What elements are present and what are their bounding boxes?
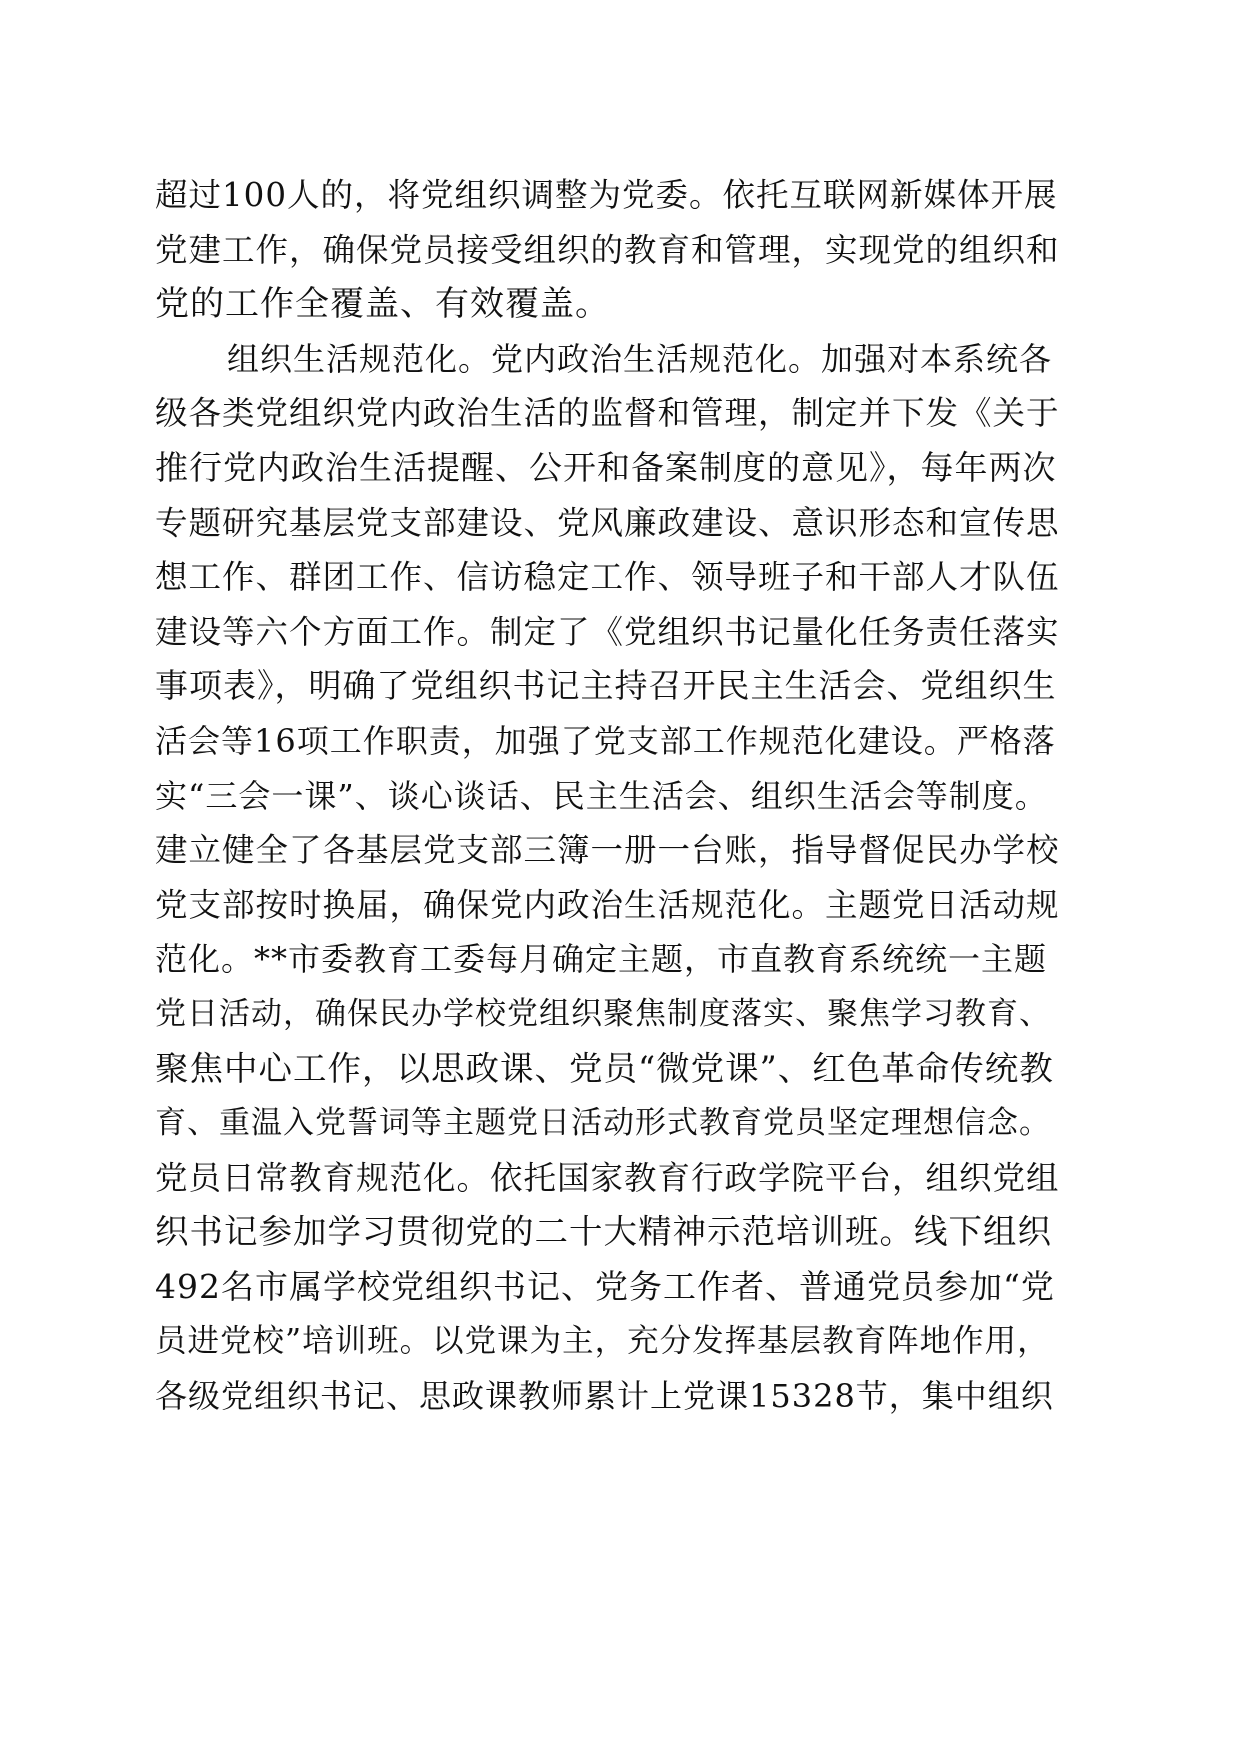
- text-line: 党支部按时换届，确保党内政治生活规范化。主题党日活动规: [155, 885, 1060, 924]
- text-line: 党员日常教育规范化。依托国家教育行政学院平台，组织党组: [155, 1158, 1060, 1197]
- text-line: 超过100人的，将党组织调整为党委。依托互联网新媒体开展: [155, 176, 1058, 214]
- text-line: 聚焦中心工作，以思政课、党员“微党课”、红色革命传统教: [155, 1048, 1054, 1088]
- text-line: 范化。**市委教育工委每月确定主题，市直教育系统统一主题: [155, 940, 1048, 979]
- text-line: 党的工作全覆盖、有效覆盖。: [155, 284, 610, 325]
- text-line: 建立健全了各基层党支部三簿一册一台账，指导督促民办学校: [155, 831, 1060, 870]
- text-line: 想工作、群团工作、信访稳定工作、领导班子和干部人才队伍: [155, 558, 1060, 597]
- text-line: 党日活动，确保民办学校党组织聚焦制度落实、聚焦学习教育、: [155, 995, 1051, 1032]
- body-text: [155, 168, 1060, 1424]
- text-line: 各级党组织书记、思政课教师累计上党课15328节，集中组织: [155, 1377, 1054, 1416]
- text-line: 推行党内政治生活提醒、公开和备案制度的意见》，每年两次: [155, 447, 1057, 487]
- text-line: 事项表》，明确了党组织书记主持召开民主生活会、党组织生: [155, 666, 1057, 706]
- text-line: 员进党校”培训班。以党课为主，充分发挥基层教育阵地作用，: [155, 1323, 1050, 1360]
- text-line: 党建工作，确保党员接受组织的教育和管理，实现党的组织和: [155, 230, 1060, 269]
- text-line: 专题研究基层党支部建设、党风廉政建设、意识形态和宣传思: [155, 503, 1060, 542]
- text-line: 492名市属学校党组织书记、党务工作者、普通党员参加“党: [155, 1266, 1055, 1306]
- text-line: 活会等16项工作职责，加强了党支部工作规范化建设。严格落: [155, 721, 1056, 760]
- text-line: 级各类党组织党内政治生活的监督和管理，制定并下发《关于: [155, 394, 1060, 433]
- text-line: 织书记参加学习贯彻党的二十大精神示范培训班。线下组织: [155, 1212, 1052, 1252]
- text-line: 组织生活规范化。党内政治生活规范化。加强对本系统各: [227, 339, 1053, 378]
- text-line: 育、重温入党誓词等主题党日活动形式教育党员坚定理想信念。: [155, 1105, 1051, 1142]
- text-line: 建设等六个方面工作。制定了《党组织书记量化任务责任落实: [155, 612, 1060, 651]
- text-line: 实“三会一课”、谈心谈话、民主生活会、组织生活会等制度。: [155, 776, 1048, 815]
